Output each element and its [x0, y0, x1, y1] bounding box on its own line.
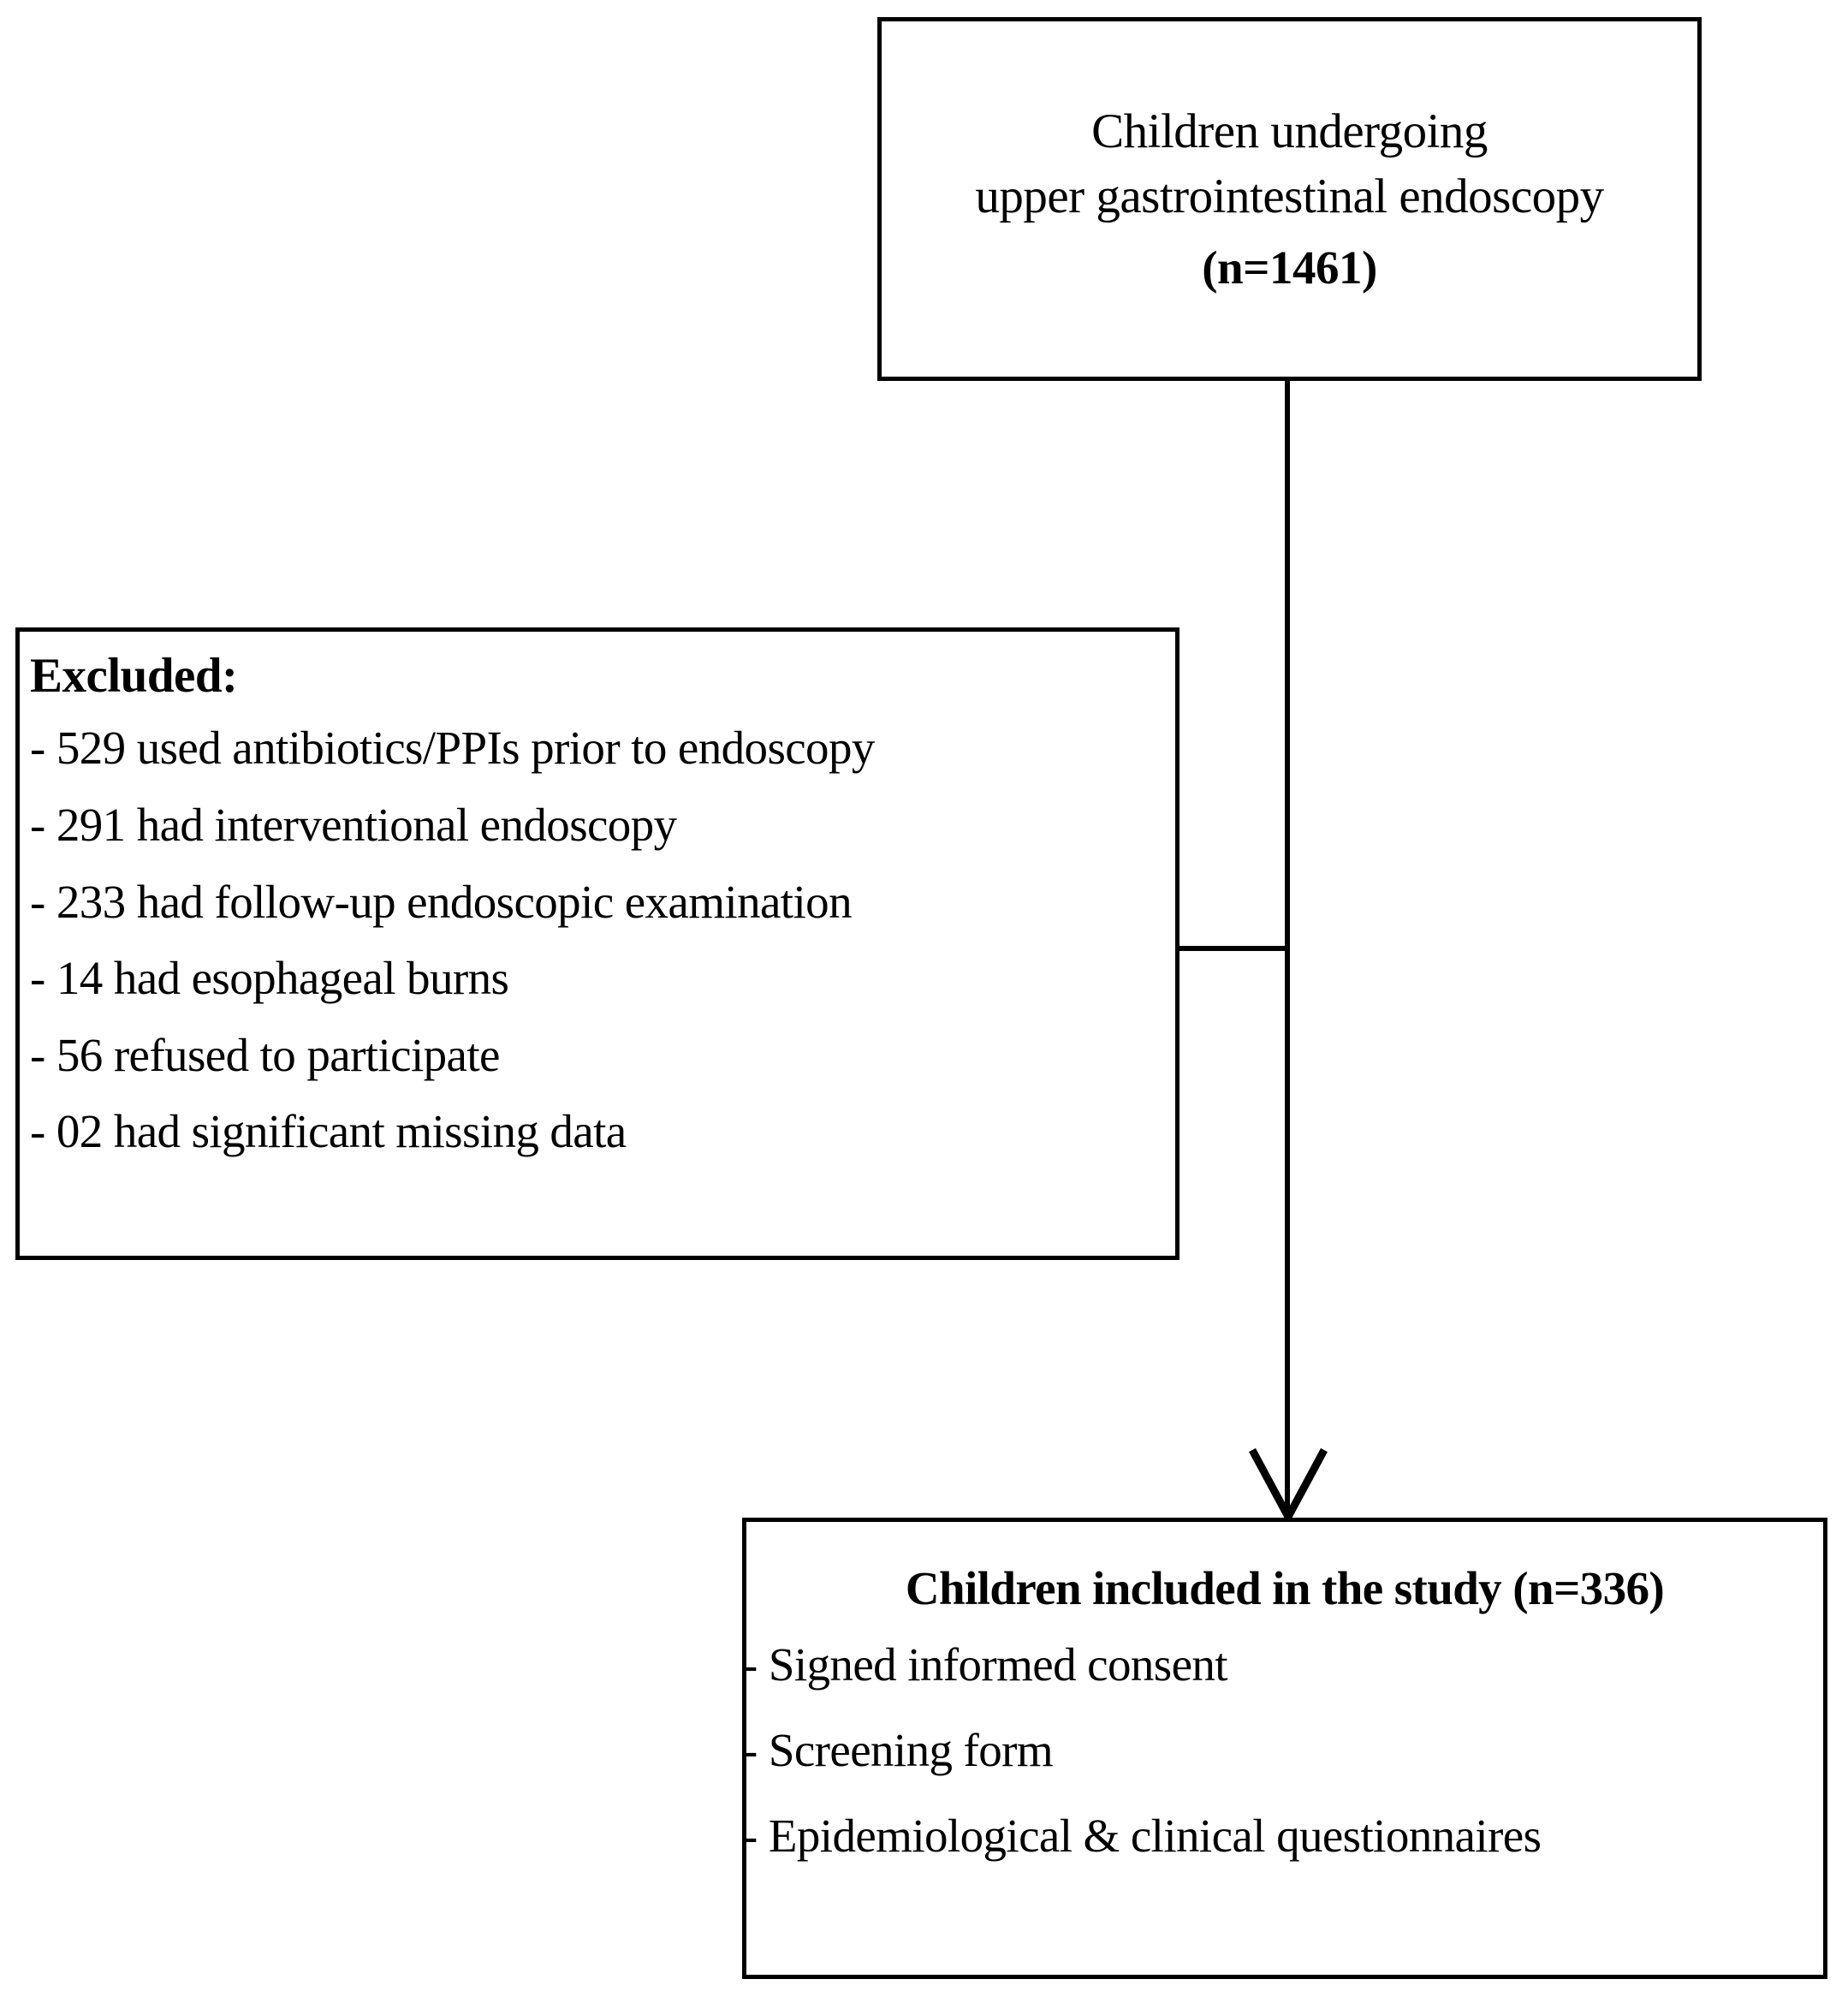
top-box-line-2: upper gastrointestinal endoscopy [975, 169, 1604, 223]
flowchart-node-excluded [15, 627, 1180, 1260]
flowchart-node-enrolled [877, 17, 1702, 381]
excluded-heading: Excluded: [30, 649, 238, 703]
excluded-item: - 14 had esophageal burns [30, 952, 509, 1005]
arrowhead-down-icon [1245, 1447, 1331, 1524]
connector-excluded-branch [1180, 946, 1288, 951]
flowchart-node-included [742, 1518, 1827, 1979]
included-item: - Signed informed consent [742, 1638, 1227, 1691]
included-item: - Epidemiological & clinical questionnaires [742, 1810, 1542, 1862]
top-box-count: (n=1461) [1202, 241, 1377, 294]
excluded-item: - 02 had significant missing data [30, 1105, 627, 1158]
included-item: - Screening form [742, 1724, 1054, 1776]
excluded-item: - 529 used antibiotics/PPIs prior to endoscopy [30, 722, 875, 775]
excluded-item: - 233 had follow-up endoscopic examination [30, 875, 852, 928]
excluded-item: - 291 had interventional endoscopy [30, 798, 677, 851]
included-heading: Children included in the study (n=336) [905, 1562, 1665, 1614]
top-box-line-1: Children undergoing [1091, 104, 1488, 159]
excluded-item: - 56 refused to participate [30, 1028, 500, 1081]
